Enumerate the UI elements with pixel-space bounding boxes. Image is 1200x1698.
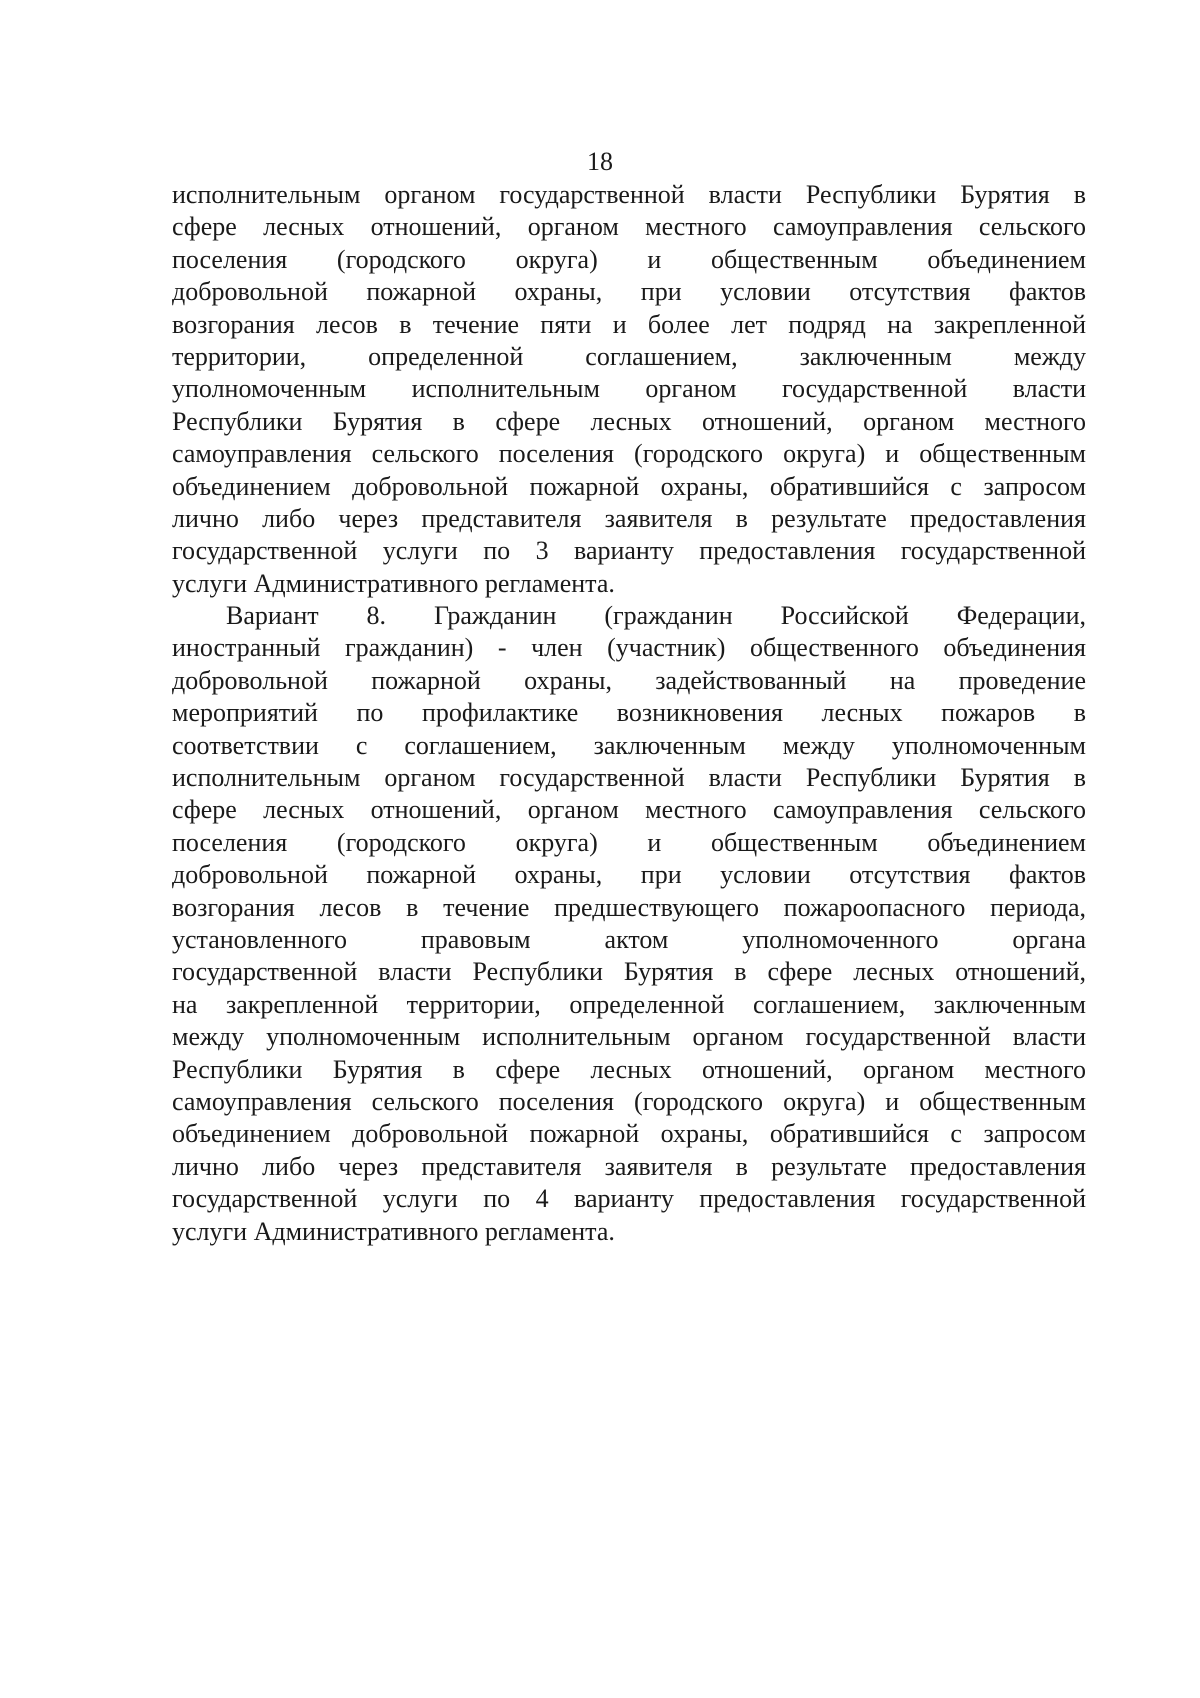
text-line: территории, определенной соглашением, заключенным между [172,341,1086,371]
text-line: Республики Бурятия в сфере лесных отношений, органом местного [172,1054,1086,1084]
text-line: услуги Административного регламента. [172,568,615,598]
text-line: поселения (городского округа) и общественным объединением [172,244,1086,274]
paragraph-1 [172,179,1086,600]
text-line: самоуправления сельского поселения (городского округа) и общественным [172,439,1086,469]
text-line: сфере лесных отношений, органом местного самоуправления сельского [172,795,1086,825]
text-line: объединением добровольной пожарной охраны, обратившийся с запросом [172,1119,1086,1149]
text-line: исполнительным органом государственной власти Республики Бурятия в [172,180,1086,209]
text-line: лично либо через представителя заявителя в результате предоставления [172,503,1086,533]
text-line: возгорания лесов в течение пяти и более лет подряд на закрепленной [172,309,1086,339]
text-line: государственной услуги по 4 варианту предоставления государственной [172,1184,1086,1214]
text-line: поселения (городского округа) и общественным объединением [172,827,1086,857]
text-line: иностранный гражданин) - член (участник) общественного объединения [172,633,1086,663]
text-line: исполнительным органом государственной власти Республики Бурятия в [172,763,1086,793]
text-line: добровольной пожарной охраны, при условии отсутствия фактов [172,860,1086,890]
text-line: на закрепленной территории, определенной соглашением, заключенным [172,989,1086,1019]
text-line: уполномоченным исполнительным органом государственной власти [172,374,1086,404]
text-line: добровольной пожарной охраны, задействованный на проведение [172,665,1086,695]
text-line: Республики Бурятия в сфере лесных отношений, органом местного [172,406,1086,436]
text-line: сфере лесных отношений, органом местного самоуправления сельского [172,212,1086,242]
page-number: 18 [587,147,613,176]
text-line: объединением добровольной пожарной охраны, обратившийся с запросом [172,471,1086,501]
text-line: возгорания лесов в течение предшествующего пожароопасного периода, [172,892,1086,922]
text-line: государственной услуги по 3 варианту предоставления государственной [172,536,1086,566]
text-line: добровольной пожарной охраны, при условии отсутствия фактов [172,277,1086,307]
text-line: установленного правовым актом уполномоченного органа [172,924,1086,954]
text-line: между уполномоченным исполнительным органом государственной власти [172,1022,1086,1052]
text-line: лично либо через представителя заявителя в результате предоставления [172,1151,1086,1181]
text-line: мероприятий по профилактике возникновения лесных пожаров в [172,698,1086,728]
text-line: услуги Административного регламента. [172,1216,615,1246]
text-line: государственной власти Республики Бурятия в сфере лесных отношений, [172,957,1086,987]
text-line: самоуправления сельского поселения (городского округа) и общественным [172,1086,1086,1116]
text-line: соответствии с соглашением, заключенным между уполномоченным [172,730,1086,760]
document-body [172,179,1086,1248]
paragraph-variant-8 [172,600,1086,1248]
text-line: Вариант 8. Гражданин (гражданин Российской Федерации, [226,601,1086,631]
